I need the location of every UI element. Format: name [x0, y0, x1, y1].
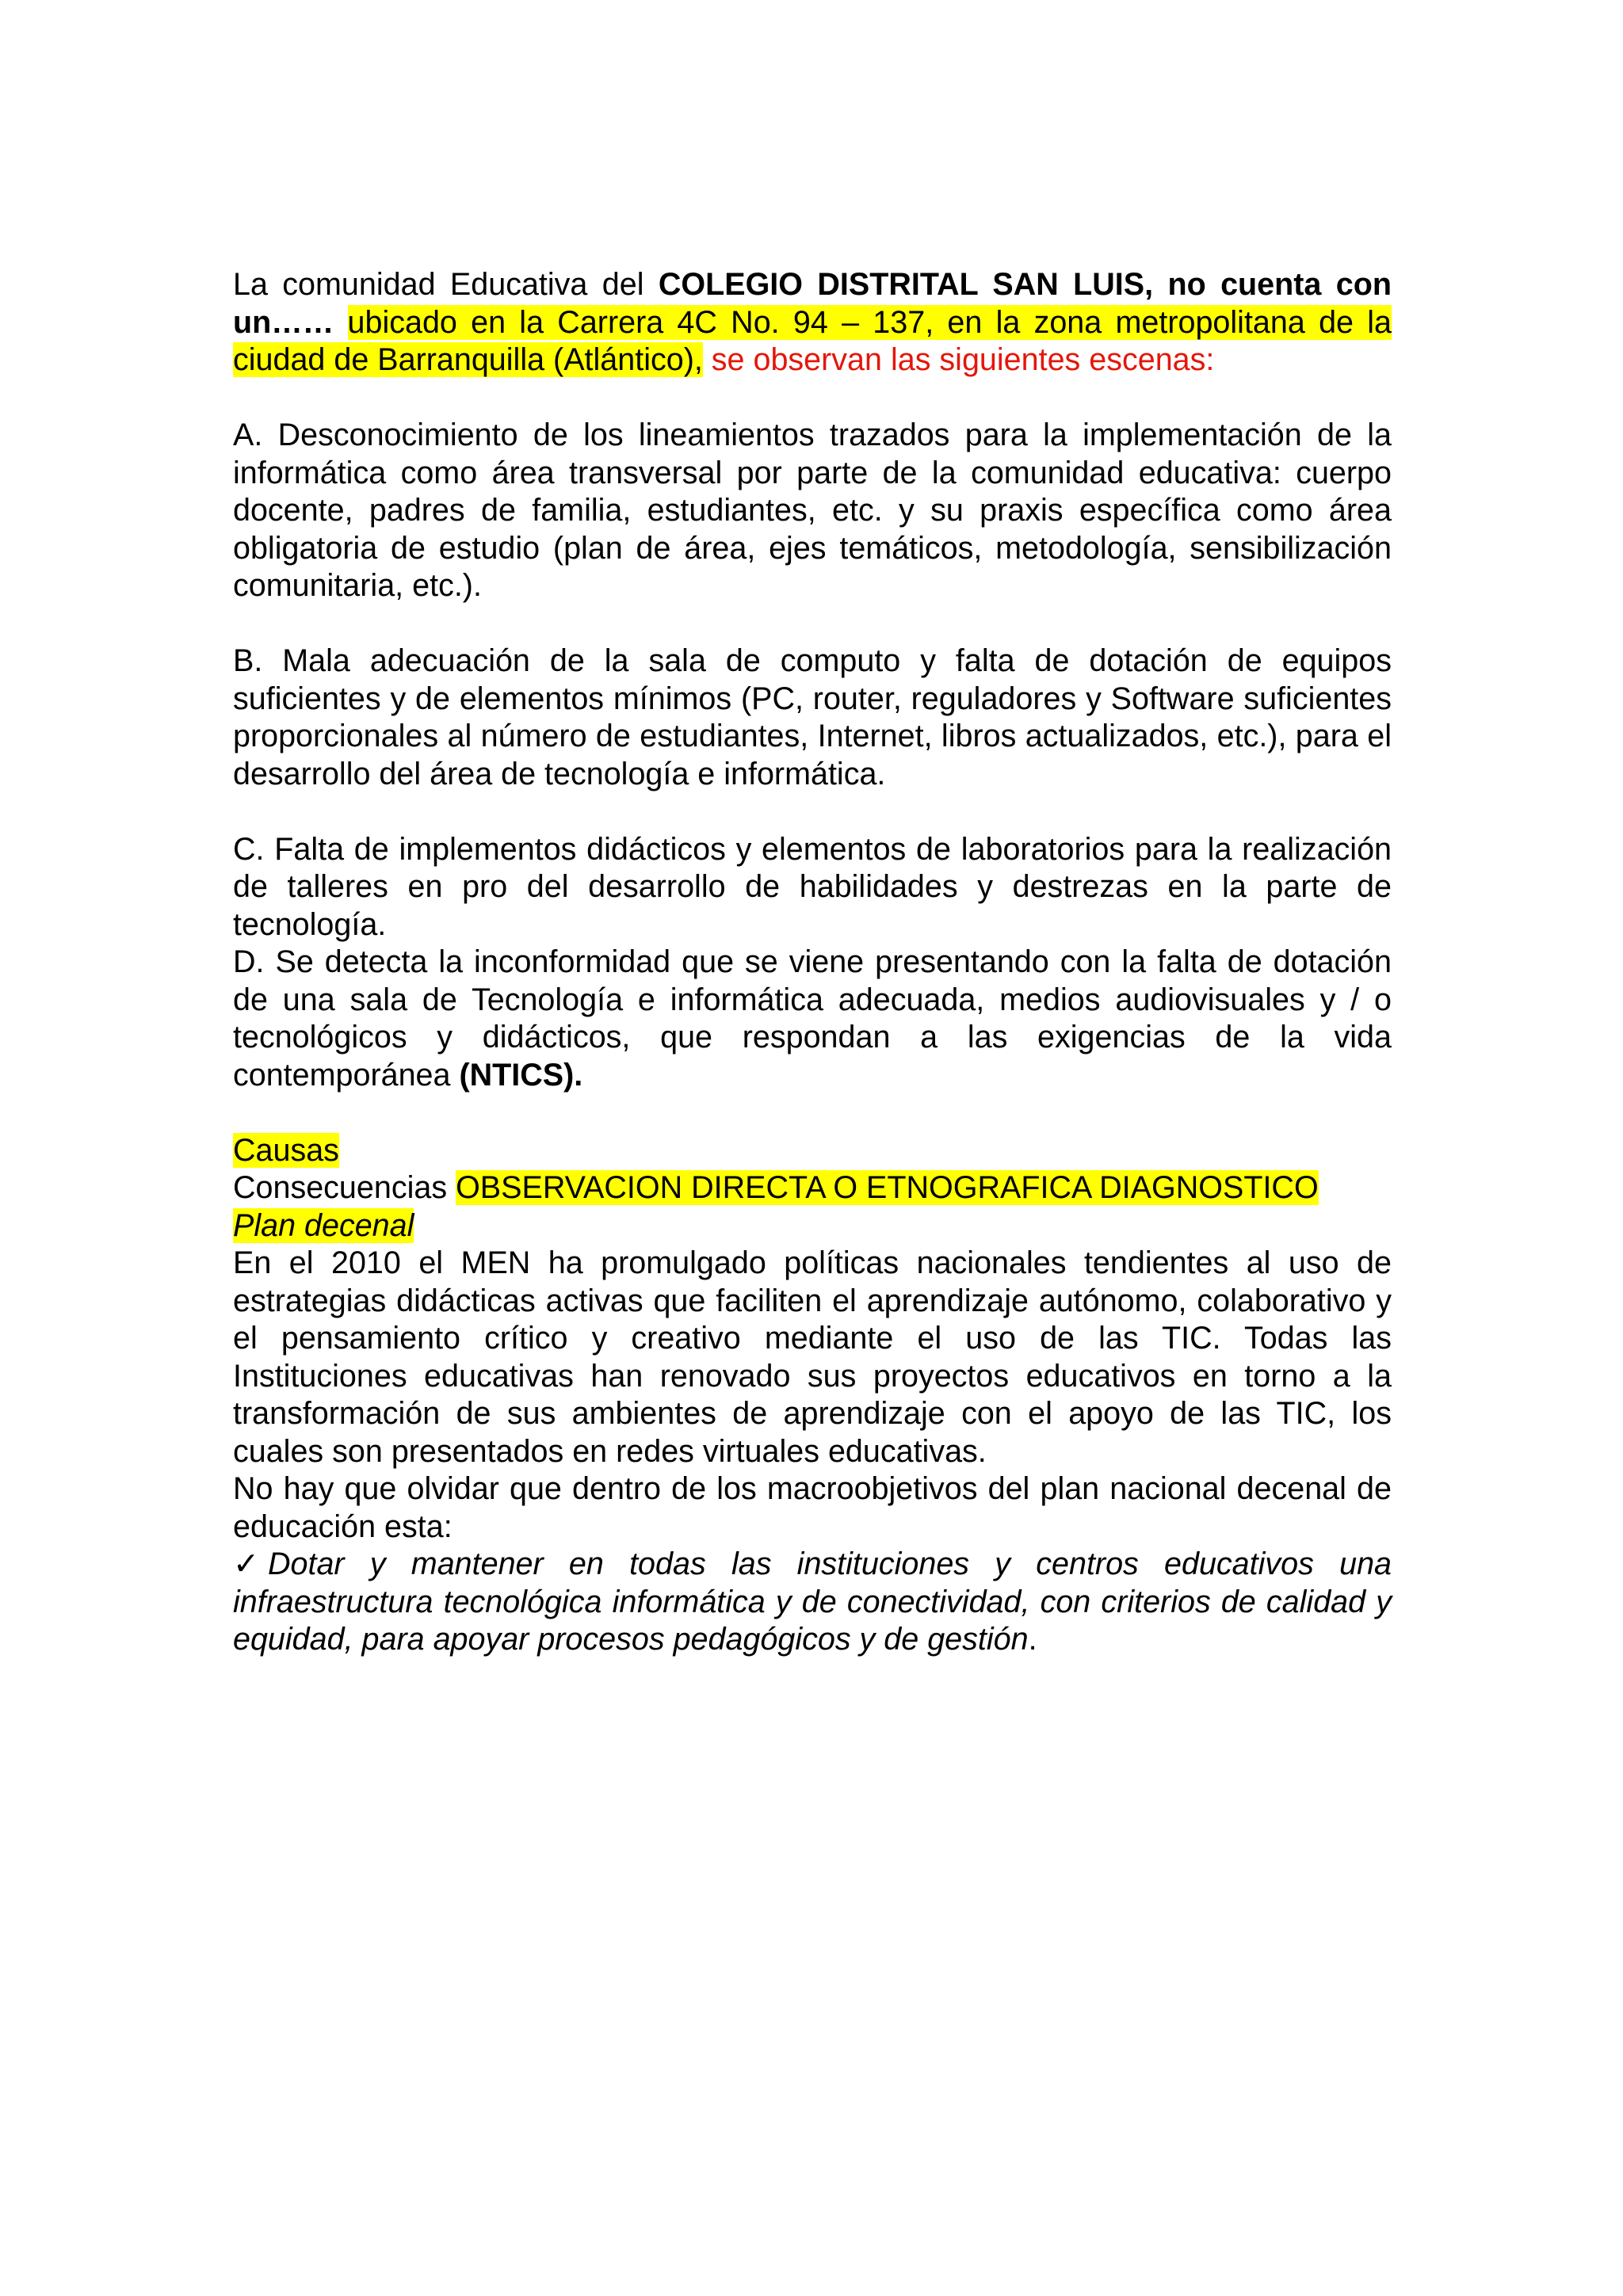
causas-label: Causas — [233, 1132, 339, 1168]
body-paragraph-2: No hay que olvidar que dentro de los macroobjetivos del plan nacional decenal de educación esta: — [233, 1471, 1392, 1544]
item-a: A. Desconocimiento de los lineamientos trazados para la implementación de la informática como área transversal por parte de la comunidad educativa: cuerpo docente, padres de familia, estudiantes, etc. y su praxis específica como área obligatoria de estudio (plan de área, ejes temáticos, metodología, sensibilización comunitaria, etc.). — [233, 418, 1392, 603]
spacer — [233, 379, 1392, 418]
intro-paragraph — [233, 266, 1392, 379]
bullet-end: . — [1028, 1622, 1037, 1657]
location-highlight: ubicado en la Carrera 4C No. 94 – 137, en la zona metropolitana de la ciudad de Barranquilla (Atlántico), — [233, 304, 1392, 377]
observacion-highlight: OBSERVACION DIRECTA O ETNOGRAFICA DIAGNOSTICO — [456, 1170, 1319, 1205]
consecuencias-label: Consecuencias — [233, 1170, 456, 1205]
spacer — [233, 793, 1392, 831]
checkmark-icon: ✓ — [233, 1546, 260, 1582]
spacer — [233, 605, 1392, 643]
item-c: C. Falta de implementos didácticos y elementos de laboratorios para la realización de talleres en pro del desarrollo de habilidades y destrezas en la parte de tecnología. — [233, 831, 1392, 942]
body-paragraph-1: En el 2010 el MEN ha promulgado políticas nacionales tendientes al uso de estrategias didácticas activas que faciliten el aprendizaje autónomo, colaborativo y el pensamiento crítico y creativo mediante el uso de las TIC. Todas las Instituciones educativas han renovado sus proyectos educativos en torno a la transformación de sus ambientes de aprendizaje con el apoyo de las TIC, los cuales son presentados en redes virtuales educativas. — [233, 1245, 1392, 1469]
item-b: B. Mala adecuación de la sala de computo y falta de dotación de equipos suficientes y de elementos mínimos (PC, router, reguladores y Software suficientes proporcionales al número de estudiantes, Internet, libros actualizados, etc.), para el desarrollo del área de tecnología e informática. — [233, 643, 1392, 791]
plan-decenal-label: Plan decenal — [233, 1207, 414, 1243]
school-name: COLEGIO DISTRITAL SAN LUIS, no cuenta con un…… — [233, 267, 1392, 340]
item-d — [233, 944, 1392, 1094]
bullet-item — [233, 1546, 1392, 1659]
document-body — [233, 266, 1392, 1659]
spacer — [233, 1094, 1392, 1132]
item-d-text: D. Se detecta la inconformidad que se viene presentando con la falta de dotación de una sala de Tecnología e informática adecuada, medios audiovisuales y / o tecnológicos y didácticos, que respondan a las exigencias de la vida contemporánea — [233, 944, 1392, 1093]
consecuencias-line — [233, 1169, 1392, 1207]
causas-line — [233, 1132, 1392, 1170]
scenes-text: se observan las siguientes escenas: — [702, 342, 1215, 377]
bullet-text: Dotar y mantener en todas las instituciones y centros educativos una infraestructura tecnológica informática y de conectividad, con criterios de calidad y equidad, para apoyar procesos pedagógicos y de gestión — [233, 1547, 1392, 1657]
intro-space — [334, 305, 347, 340]
intro-text: La comunidad Educativa del — [233, 267, 659, 302]
ntics-label: (NTICS). — [459, 1057, 583, 1093]
plan-decenal-line — [233, 1207, 1392, 1245]
